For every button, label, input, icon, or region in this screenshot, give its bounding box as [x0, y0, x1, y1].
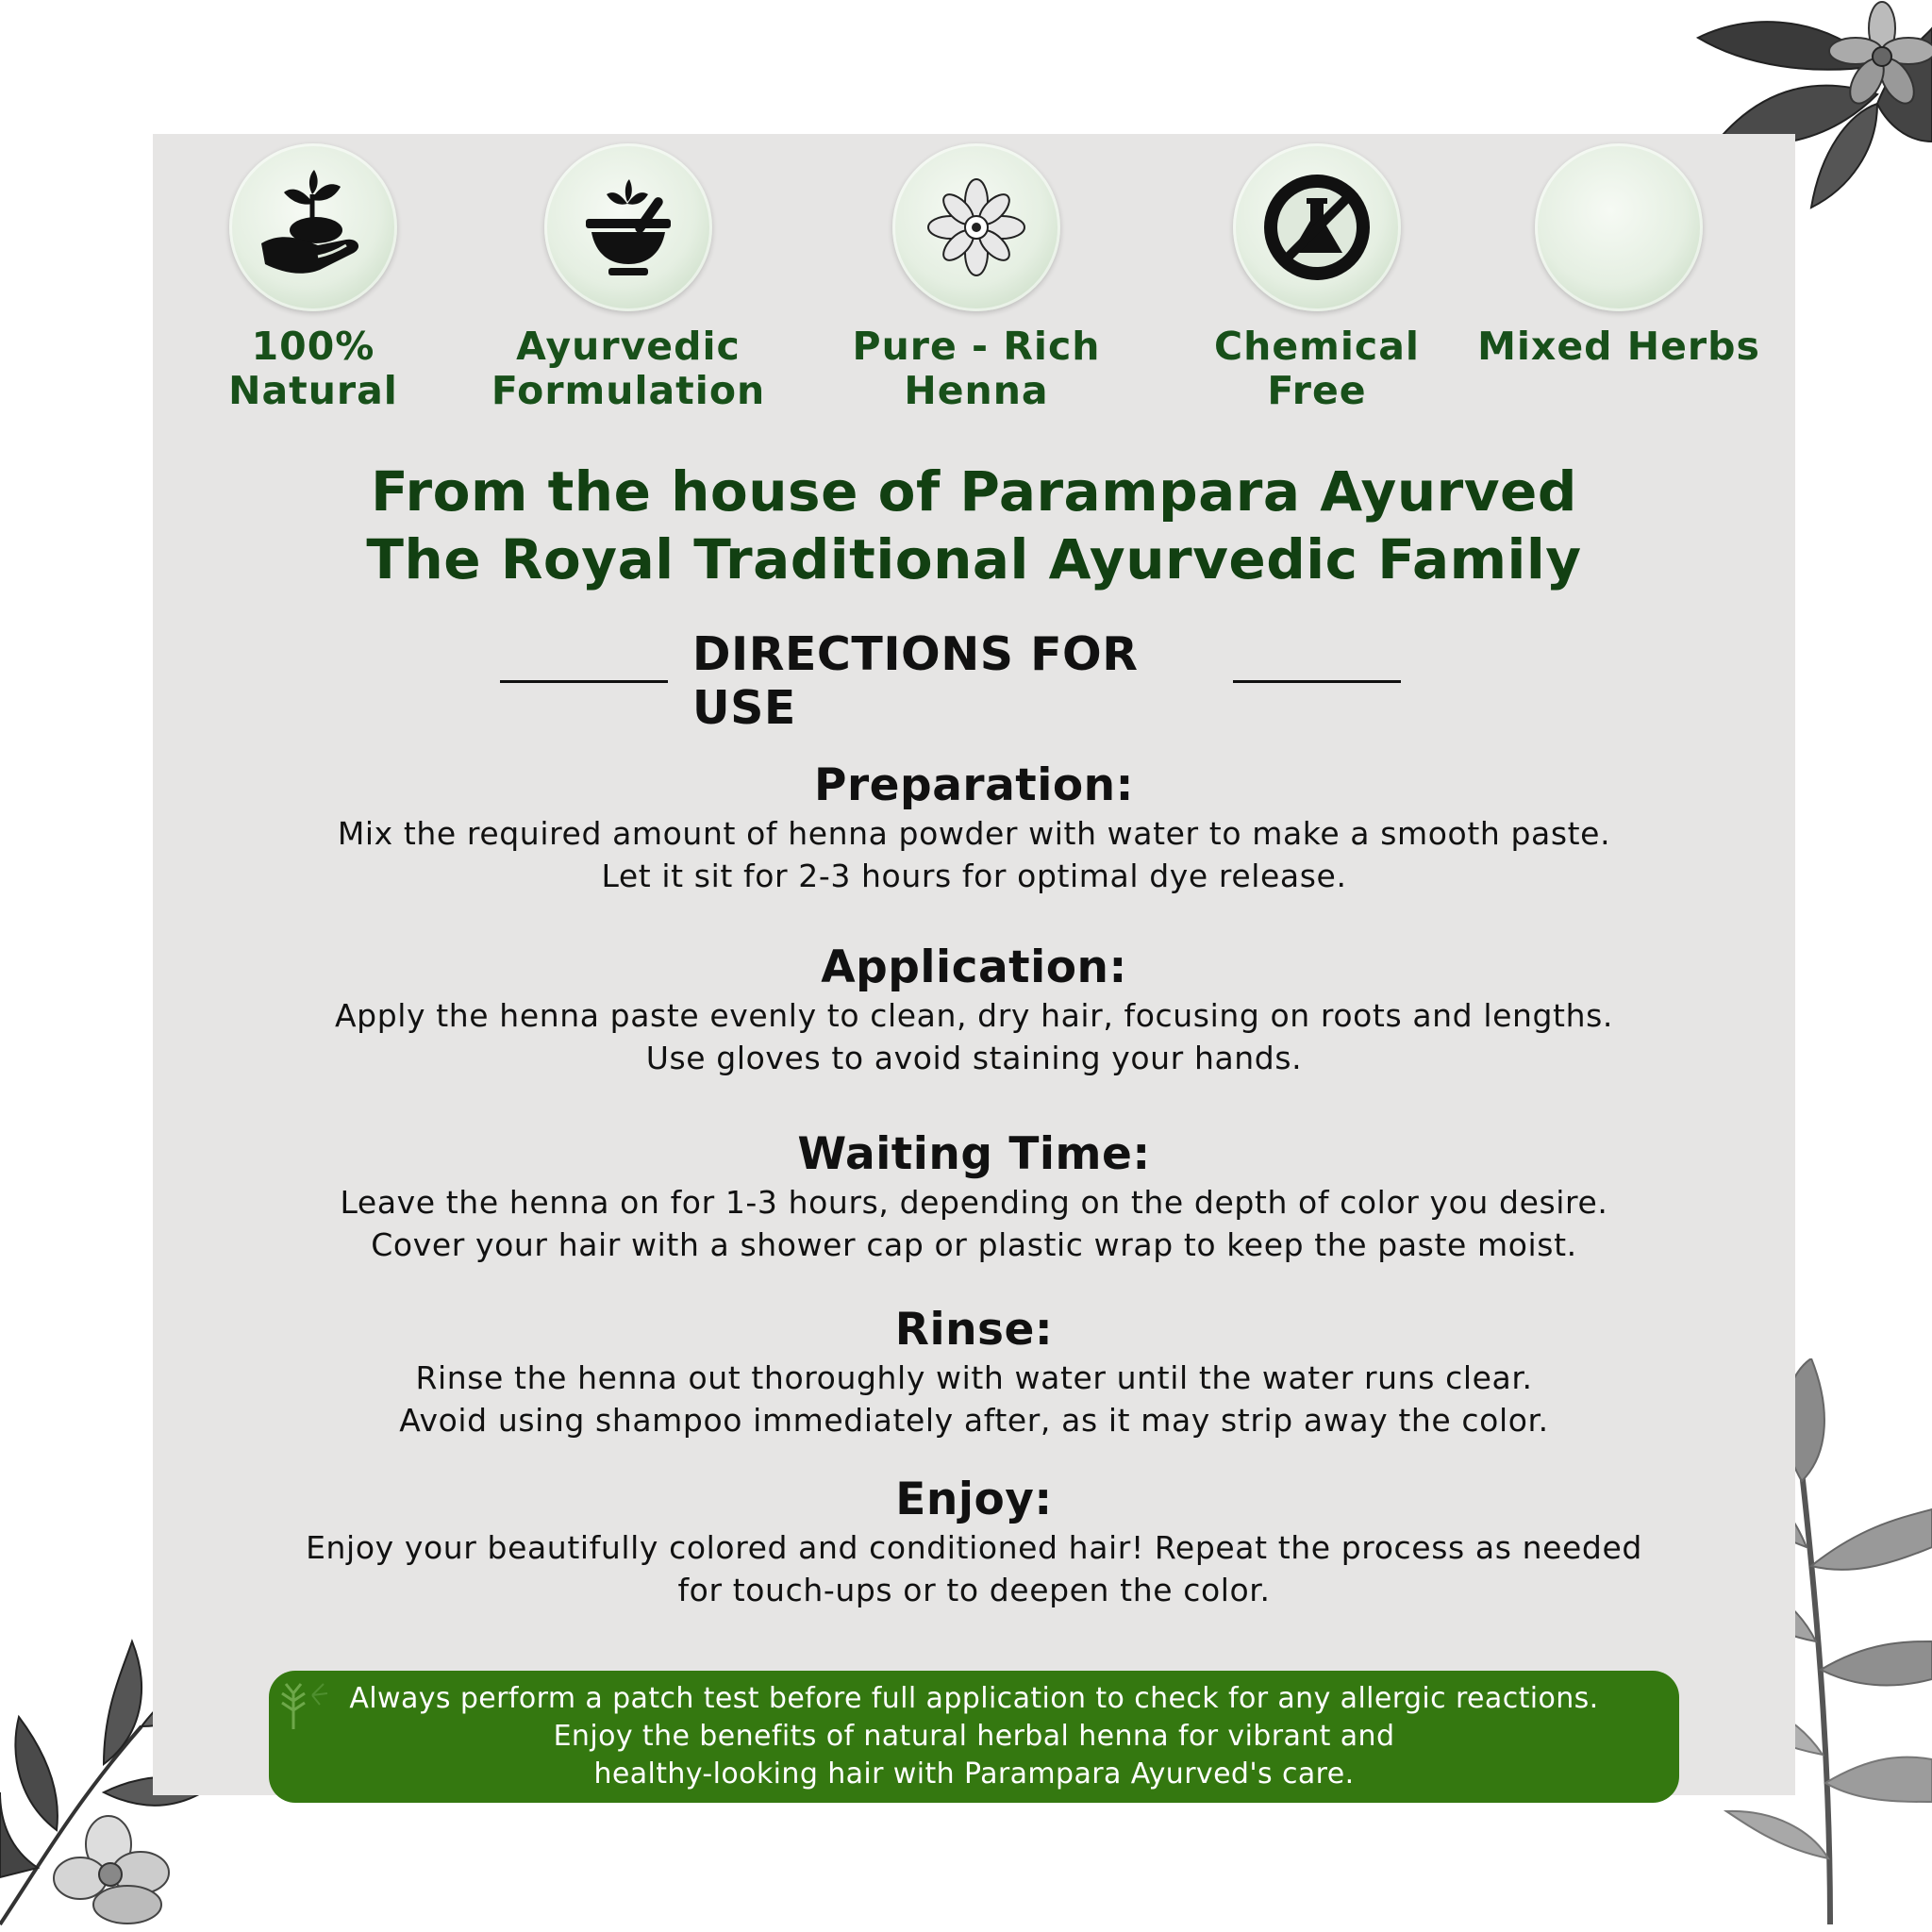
- feature-badge: [1233, 143, 1401, 311]
- feature-badge: [544, 143, 712, 311]
- divider-right: [1233, 680, 1401, 683]
- note-line: healthy-looking hair with Parampara Ayurved's care.: [593, 1757, 1355, 1790]
- note-line: Always perform a patch test before full application to check for any allergic reactions.: [349, 1682, 1599, 1715]
- brand-headline: [153, 458, 1795, 593]
- step-text: Leave the henna on for 1-3 hours, depending on the depth of color you desire. Cover your hair with a shower cap or plastic wrap to keep the paste moist.: [340, 1184, 1608, 1263]
- directions-title: DIRECTIONS FOR USE: [691, 627, 1139, 735]
- feature-henna: [825, 143, 1127, 413]
- feature-label: Mixed Herbs: [1477, 324, 1760, 369]
- step-title: Application:: [821, 941, 1127, 993]
- step-text: Apply the henna paste evenly to clean, dry hair, focusing on roots and lengths. Use gloves to avoid staining your hands.: [335, 997, 1613, 1076]
- feature-badge: [229, 143, 397, 311]
- headline-line-1: From the house of Parampara Ayurved: [371, 459, 1577, 524]
- herbs-icon: [1535, 143, 1703, 311]
- step-rinse: [153, 1304, 1795, 1441]
- directions-header: [500, 627, 1401, 735]
- step-preparation: [153, 759, 1795, 897]
- hand-plant-icon: [252, 166, 375, 289]
- note-line: Enjoy the benefits of natural herbal henna for vibrant and: [553, 1720, 1395, 1753]
- headline-line-2: The Royal Traditional Ayurvedic Family: [366, 527, 1582, 591]
- feature-ayurvedic: [477, 143, 779, 413]
- feature-label: Chemical Free: [1214, 324, 1420, 413]
- feature-label: Pure - Rich Henna: [852, 324, 1101, 413]
- step-application: [153, 941, 1795, 1079]
- feature-label: 100% Natural: [228, 324, 398, 413]
- step-title: Enjoy:: [895, 1474, 1053, 1525]
- patch-test-note: [269, 1671, 1679, 1803]
- herb-sprig-icon: [275, 1673, 333, 1731]
- feature-chemical-free: [1166, 143, 1468, 413]
- step-text: Rinse the henna out thoroughly with water until the water runs clear. Avoid using shampoo immediately after, as it may strip away the color.: [399, 1359, 1549, 1439]
- feature-badge: [892, 143, 1060, 311]
- step-title: Waiting Time:: [797, 1128, 1151, 1180]
- no-chemical-icon: [1256, 166, 1378, 289]
- mortar-pestle-icon: [567, 166, 690, 289]
- henna-flower-icon: [915, 166, 1038, 289]
- step-text: Enjoy your beautifully colored and conditioned hair! Repeat the process as needed for touch-ups or to deepen the color.: [306, 1529, 1642, 1608]
- divider-left: [500, 680, 668, 683]
- step-waiting-time: [153, 1128, 1795, 1266]
- feature-mixed-herbs: [1468, 143, 1770, 369]
- step-enjoy: [153, 1474, 1795, 1611]
- feature-label: Ayurvedic Formulation: [491, 324, 766, 413]
- step-text: Mix the required amount of henna powder with water to make a smooth paste. Let it sit for 2-3 hours for optimal dye release.: [337, 815, 1611, 894]
- feature-natural: [162, 143, 464, 413]
- step-title: Rinse:: [894, 1304, 1054, 1356]
- step-title: Preparation:: [814, 759, 1134, 811]
